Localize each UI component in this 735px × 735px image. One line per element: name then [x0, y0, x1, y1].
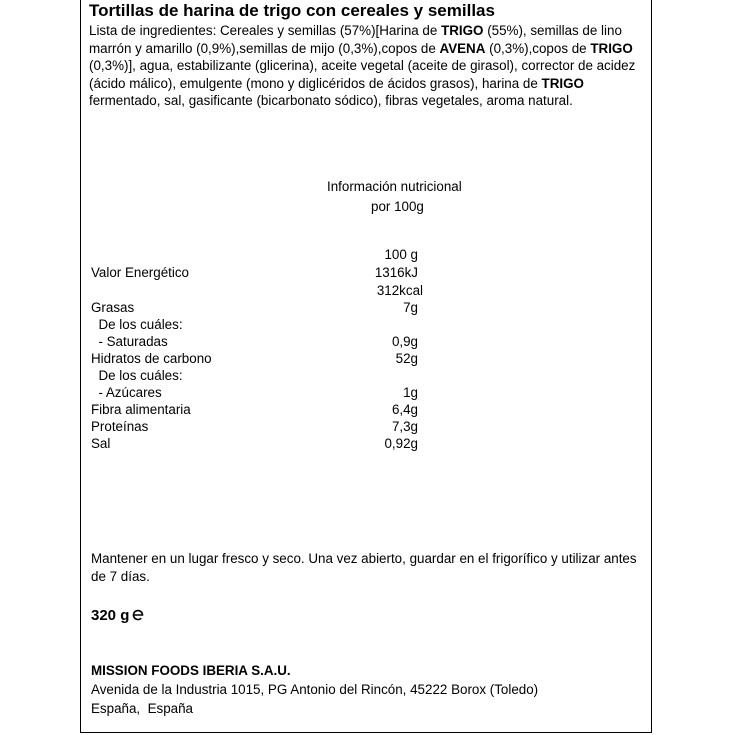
allergen-trigo: TRIGO	[590, 40, 633, 56]
nutrition-label: Valor Energético	[91, 265, 190, 280]
nutrition-label: - Azúcares	[91, 385, 162, 400]
nutrition-label: - Saturadas	[91, 334, 168, 349]
nutrition-value: 312kcal	[376, 283, 423, 298]
nutrition-basis: por 100g	[371, 199, 424, 214]
allergen-trigo: TRIGO	[541, 75, 584, 91]
nutrition-label: Proteínas	[91, 419, 149, 434]
nutrition-value: 0,9g	[391, 334, 418, 349]
nutrition-value: 52g	[395, 351, 418, 366]
net-weight	[91, 606, 145, 626]
ingredients-list	[89, 22, 649, 110]
nutrition-value: 7g	[403, 300, 418, 315]
ingredients-text: fermentado, sal, gasificante (bicarbonato sódico), fibras vegetales, aroma natural.	[89, 93, 573, 108]
ingredients-text: (0,3%),copos de	[485, 40, 591, 56]
nutrition-value: 0,92g	[384, 436, 418, 451]
nutrition-label: Fibra alimentaria	[91, 402, 191, 417]
nutrition-label: Sal	[91, 436, 111, 451]
nutrition-label: De los cuáles:	[91, 368, 183, 383]
product-title: Tortillas de harina de trigo con cereales y semillas	[89, 1, 495, 20]
ingredients-text: (0,3%)], agua, estabilizante (glicerina), aceite vegetal (aceite de girasol), corrector de acidez (ácido málico), emulgente (mono y diglicéridos de ácidos grasos), harina de	[89, 58, 636, 91]
allergen-trigo: TRIGO	[441, 23, 484, 38]
estimated-sign-icon	[131, 608, 145, 622]
nutrition-label: Hidratos de carbono	[91, 351, 212, 366]
company-country: España, España	[91, 701, 193, 716]
company-name: MISSION FOODS IBERIA S.A.U.	[91, 663, 291, 678]
nutrition-value: 1316kJ	[374, 265, 418, 280]
nutrition-value: 1g	[403, 385, 418, 400]
company-address: Avenida de la Industria 1015, PG Antonio del Rincón, 45222 Borox (Toledo)	[91, 682, 539, 697]
ingredients-text: Lista de ingredientes: Cereales y semillas (57%)[Harina de	[89, 23, 442, 38]
storage-instructions: Mantener en un lugar fresco y seco. Una vez abierto, guardar en el frigorífico y utilizar antes de 7 días.	[91, 551, 637, 584]
product-label	[80, 0, 652, 733]
ingredients-text: (55%), semillas de lino marrón y amarillo (0,9%),semillas de mijo (0,3%),copos de	[89, 23, 622, 56]
net-weight-value: 320 g	[91, 607, 130, 624]
nutrition-label: De los cuáles:	[91, 317, 183, 332]
nutrition-column-header: 100 g	[384, 247, 418, 262]
nutrition-heading: Información nutricional	[327, 179, 462, 194]
nutrition-value: 6,4g	[391, 402, 418, 417]
allergen-avena: AVENA	[439, 40, 486, 56]
nutrition-label: Grasas	[91, 300, 135, 315]
nutrition-value: 7,3g	[391, 419, 418, 434]
